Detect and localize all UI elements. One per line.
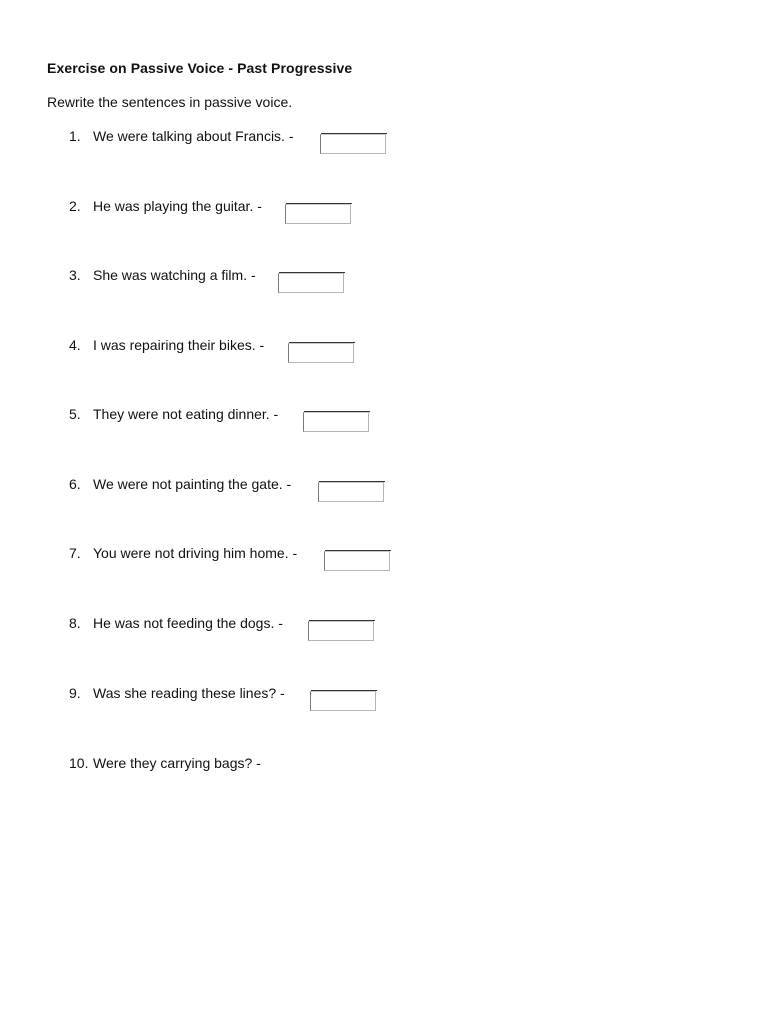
- exercise-item-9: [0, 685, 768, 725]
- exercise-item-3: [0, 267, 768, 307]
- answer-input-4[interactable]: [288, 343, 354, 363]
- answer-input-8[interactable]: [308, 621, 374, 641]
- item-sentence: He was not feeding the dogs. -: [93, 615, 283, 631]
- answer-input-3[interactable]: [278, 273, 344, 293]
- item-sentence: I was repairing their bikes. -: [93, 337, 265, 353]
- item-sentence: They were not eating dinner. -: [93, 406, 279, 422]
- answer-input-5[interactable]: [303, 412, 369, 432]
- answer-input-6[interactable]: [318, 482, 384, 502]
- item-sentence: She was watching a film. -: [93, 267, 256, 283]
- exercise-item-7: [0, 545, 768, 585]
- item-sentence: You were not driving him home. -: [93, 545, 298, 561]
- item-number: 9.: [69, 685, 81, 701]
- item-number: 6.: [69, 476, 81, 492]
- item-sentence: We were talking about Francis. -: [93, 128, 294, 144]
- item-number: 5.: [69, 406, 81, 422]
- item-sentence: He was playing the guitar. -: [93, 198, 262, 214]
- item-number: 1.: [69, 128, 81, 144]
- exercise-item-10: [0, 755, 768, 795]
- exercise-item-8: [0, 615, 768, 655]
- exercise-item-1: [0, 128, 768, 168]
- answer-input-7[interactable]: [324, 551, 390, 571]
- page-title: Exercise on Passive Voice - Past Progressive: [47, 60, 353, 76]
- exercise-item-5: [0, 406, 768, 446]
- answer-input-2[interactable]: [285, 204, 351, 224]
- item-sentence: Were they carrying bags? -: [93, 755, 261, 771]
- instruction-text: Rewrite the sentences in passive voice.: [47, 94, 293, 110]
- exercise-item-4: [0, 337, 768, 377]
- exercise-item-6: [0, 476, 768, 516]
- item-number: 2.: [69, 198, 81, 214]
- item-number: 10.: [69, 755, 89, 771]
- item-number: 8.: [69, 615, 81, 631]
- answer-input-9[interactable]: [310, 691, 376, 711]
- answer-input-1[interactable]: [320, 134, 386, 154]
- item-sentence: Was she reading these lines? -: [93, 685, 285, 701]
- item-number: 7.: [69, 545, 81, 561]
- item-number: 4.: [69, 337, 81, 353]
- item-sentence: We were not painting the gate. -: [93, 476, 292, 492]
- item-number: 3.: [69, 267, 81, 283]
- exercise-item-2: [0, 198, 768, 238]
